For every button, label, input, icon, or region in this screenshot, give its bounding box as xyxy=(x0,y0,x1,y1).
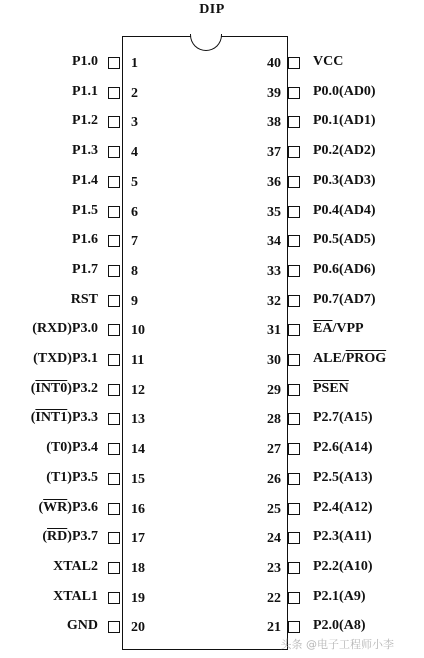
pin-9-label-part: RST xyxy=(70,291,98,307)
pin-34-label-part: P0.5(AD5) xyxy=(313,232,376,248)
pin-37-label-part: P0.2(AD2) xyxy=(313,143,376,159)
pin-2-number: 2 xyxy=(131,85,138,101)
pin-1-box xyxy=(108,57,120,69)
pin-38-number: 38 xyxy=(267,115,281,131)
pin-14-label xyxy=(46,440,98,456)
pin-1-label-part: P1.0 xyxy=(71,54,98,69)
pin-39-label-part: P0.0(AD0) xyxy=(313,83,376,99)
pin-37-label xyxy=(313,143,376,159)
pin-7-label-part: P1.6 xyxy=(71,232,98,248)
pin-18-label xyxy=(53,559,98,575)
pin-15-label-part: (T1)P3.5 xyxy=(46,469,98,485)
pin-14-box xyxy=(108,443,120,455)
pin-36-number: 36 xyxy=(267,174,281,190)
pin-4-label xyxy=(72,143,98,159)
diagram-title: DIP xyxy=(199,2,225,17)
pin-25-label xyxy=(313,500,373,516)
pin-16-label-part: ( xyxy=(38,499,44,515)
pin-14-label-part: (T0)P3.4 xyxy=(46,440,98,456)
pin-39-label xyxy=(313,84,376,100)
pin-16-box xyxy=(108,503,120,515)
pin-35-box xyxy=(288,206,300,218)
pin-27-label xyxy=(313,440,373,456)
pin-17-box xyxy=(108,532,120,544)
pin-34-box xyxy=(288,235,300,247)
pin-6-box xyxy=(108,206,120,218)
pin-15-number: 15 xyxy=(131,471,145,487)
pin-30-box xyxy=(288,354,300,366)
pin-38-label xyxy=(313,113,376,129)
pin-27-label-part: P2.6(A14) xyxy=(313,440,373,456)
pin-9-label xyxy=(71,292,98,308)
pin-32-box xyxy=(288,295,300,307)
pin-28-label-part: P2.7(A15) xyxy=(313,410,373,426)
pin-15-label xyxy=(46,470,98,486)
pin-22-label-part: P2.1(A9) xyxy=(313,588,366,604)
pin-5-label-part: P1.4 xyxy=(71,172,98,188)
pin-6-label-part: P1.5 xyxy=(71,202,98,218)
pin-22-label xyxy=(313,589,366,605)
pin-6-label xyxy=(72,203,98,219)
pin-32-number: 32 xyxy=(267,293,281,309)
pin-9-number: 9 xyxy=(131,293,138,309)
pin-20-box xyxy=(108,621,120,633)
pin-4-box xyxy=(108,146,120,158)
pin-31-label-part: $\overline{EA}$ xyxy=(313,321,333,337)
pin-25-label-part: P2.4(A12) xyxy=(313,499,373,515)
pin-21-label xyxy=(313,618,366,634)
pin-38-box xyxy=(288,116,300,128)
pin-14-number: 14 xyxy=(131,442,145,458)
pin-24-label xyxy=(313,529,372,545)
pin-32-label xyxy=(313,292,376,308)
pin-33-label xyxy=(313,262,376,278)
pin-23-label-part: P2.2(A10) xyxy=(313,558,373,574)
pin-18-number: 18 xyxy=(131,560,145,576)
pin-15-box xyxy=(108,473,120,485)
pin-3-label xyxy=(72,113,98,129)
pin-25-number: 25 xyxy=(267,501,281,517)
pin-35-number: 35 xyxy=(267,204,281,220)
pin-40-label xyxy=(313,54,343,70)
pin-27-number: 27 xyxy=(267,442,281,458)
pin-11-number: 11 xyxy=(131,353,145,368)
pin-22-box xyxy=(288,592,300,604)
pin-16-number: 16 xyxy=(131,501,145,517)
pin-24-label-part: P2.3(A11) xyxy=(313,529,372,545)
pin-26-number: 26 xyxy=(267,471,281,487)
pin-36-label-part: P0.3(AD3) xyxy=(313,172,376,188)
pin-3-box xyxy=(108,116,120,128)
pin-35-label xyxy=(313,203,376,219)
pin-8-box xyxy=(108,265,120,277)
pin-28-box xyxy=(288,413,300,425)
pin-32-label-part: P0.7(AD7) xyxy=(313,291,376,307)
pin-5-number: 5 xyxy=(131,174,138,190)
pin-13-label-part: )P3.3 xyxy=(67,410,98,426)
pin-12-label-part: ( xyxy=(30,380,36,396)
pin-10-number: 10 xyxy=(131,323,145,339)
pin-22-number: 22 xyxy=(267,590,281,606)
pin-33-number: 33 xyxy=(267,263,281,279)
pin-16-label-part: )P3.6 xyxy=(67,499,98,515)
pin-33-box xyxy=(288,265,300,277)
pin-19-box xyxy=(108,592,120,604)
pin-2-box xyxy=(108,87,120,99)
pin-20-label-part: GND xyxy=(66,618,98,634)
pin-13-label-part: INT1 xyxy=(35,410,68,426)
pin-30-number: 30 xyxy=(267,353,281,368)
pin-33-label-part: P0.6(AD6) xyxy=(313,261,376,277)
pin-30-label xyxy=(313,351,386,367)
pin-2-label-part: P1.1 xyxy=(71,83,98,99)
pin-20-label xyxy=(67,618,98,634)
pin-24-box xyxy=(288,532,300,544)
pin-29-label xyxy=(313,381,349,397)
pin-28-number: 28 xyxy=(267,412,281,428)
pin-5-label xyxy=(72,173,98,189)
pin-24-number: 24 xyxy=(267,531,281,547)
pin-21-number: 21 xyxy=(267,620,281,636)
pin-31-label-part: /VPP xyxy=(332,321,364,337)
pin-25-box xyxy=(288,503,300,515)
pin-7-box xyxy=(108,235,120,247)
pin-36-label xyxy=(313,173,376,189)
pin-1-label xyxy=(72,54,98,70)
pin-26-box xyxy=(288,473,300,485)
pin-40-label-part: VCC xyxy=(313,54,344,69)
pin-17-label-part: )P3.7 xyxy=(67,529,98,545)
pin-26-label-part: P2.5(A13) xyxy=(313,469,373,485)
pin-30-label-part: ALE/ xyxy=(313,351,346,366)
pin-29-label-part: PSEN xyxy=(313,380,349,396)
pin-13-number: 13 xyxy=(131,412,145,428)
pin-31-label xyxy=(313,321,364,337)
pin-23-label xyxy=(313,559,373,575)
pin-29-number: 29 xyxy=(267,382,281,398)
pin-19-label-part: XTAL1 xyxy=(53,588,98,604)
pin-12-number: 12 xyxy=(131,382,145,398)
pin-12-label-part: )P3.2 xyxy=(67,380,98,396)
pin-11-box xyxy=(108,354,120,366)
pin-34-number: 34 xyxy=(267,234,281,250)
pin-39-number: 39 xyxy=(267,85,281,101)
pin-31-number: 31 xyxy=(267,323,281,339)
pin-17-number: 17 xyxy=(131,531,145,547)
pin-30-label-part: PROG xyxy=(345,351,387,366)
pin-40-number: 40 xyxy=(267,56,281,71)
pin-36-box xyxy=(288,176,300,188)
pin-12-label xyxy=(31,381,98,397)
pin-10-label xyxy=(32,321,98,337)
pin-17-label xyxy=(42,529,98,545)
pin-11-label xyxy=(33,351,98,367)
pin-31-box xyxy=(288,324,300,336)
pin-19-number: 19 xyxy=(131,590,145,606)
pin-18-box xyxy=(108,562,120,574)
pin-23-number: 23 xyxy=(267,560,281,576)
pin-13-label xyxy=(31,410,98,426)
pin-37-box xyxy=(288,146,300,158)
pin-3-label-part: P1.2 xyxy=(71,113,98,129)
pin-1-number: 1 xyxy=(131,56,138,71)
pin-8-label xyxy=(72,262,98,278)
pin-4-number: 4 xyxy=(131,145,138,161)
watermark: 头条 @电子工程师小李 xyxy=(280,638,394,651)
pin-37-number: 37 xyxy=(267,145,281,161)
pin-40-box xyxy=(288,57,300,69)
pin-8-number: 8 xyxy=(131,263,138,279)
pin-39-box xyxy=(288,87,300,99)
pin-7-number: 7 xyxy=(131,234,138,250)
pin-2-label xyxy=(72,84,98,100)
pin-27-box xyxy=(288,443,300,455)
pin-16-label-part: $\overline{WR}$ xyxy=(43,499,68,515)
pin-16-label xyxy=(38,500,98,516)
pin-20-number: 20 xyxy=(131,620,145,636)
pin-6-number: 6 xyxy=(131,204,138,220)
pin-17-label-part: ( xyxy=(42,529,48,545)
pin-11-label-part: (TXD)P3.1 xyxy=(33,351,98,366)
pin-19-label xyxy=(53,589,98,605)
pin-3-number: 3 xyxy=(131,115,138,131)
pin-28-label xyxy=(313,410,373,426)
pin-12-box xyxy=(108,384,120,396)
pin-8-label-part: P1.7 xyxy=(71,261,98,277)
pin-9-box xyxy=(108,295,120,307)
pin-10-box xyxy=(108,324,120,336)
pin-29-box xyxy=(288,384,300,396)
pin-21-label-part: P2.0(A8) xyxy=(313,618,366,634)
pin-35-label-part: P0.4(AD4) xyxy=(313,202,376,218)
pin-13-label-part: ( xyxy=(30,410,36,426)
pin-26-label xyxy=(313,470,373,486)
pin-12-label-part: INT0 xyxy=(35,380,68,396)
pin-10-label-part: (RXD)P3.0 xyxy=(32,321,98,337)
pin-4-label-part: P1.3 xyxy=(71,143,98,159)
pin-34-label xyxy=(313,232,376,248)
pin-23-box xyxy=(288,562,300,574)
pin-18-label-part: XTAL2 xyxy=(53,558,98,574)
pin-5-box xyxy=(108,176,120,188)
pin-21-box xyxy=(288,621,300,633)
pin-17-label-part: $\overline{RD}$ xyxy=(47,529,68,545)
pin-13-box xyxy=(108,413,120,425)
pin-7-label xyxy=(72,232,98,248)
pin-38-label-part: P0.1(AD1) xyxy=(313,113,376,129)
